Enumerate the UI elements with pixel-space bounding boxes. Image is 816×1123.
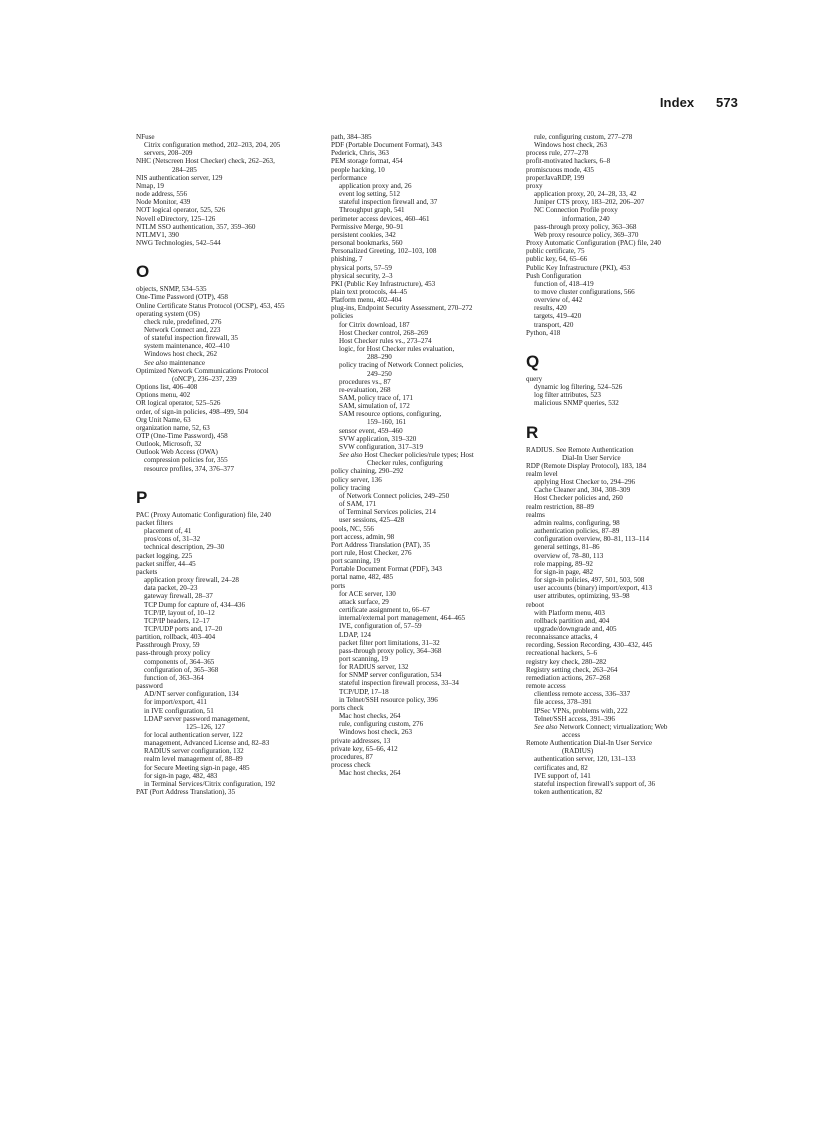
index-entry: performance (331, 173, 367, 182)
index-entry: admin realms, configuring, 98 (534, 518, 620, 527)
index-entry: Personalized Greeting, 102–103, 108 (331, 247, 437, 256)
index-entry: Options list, 406–408 (136, 383, 198, 392)
index-entry: OTP (One-Time Password), 458 (136, 432, 228, 440)
index-entry: partition, rollback, 403–404 (136, 633, 216, 642)
section-letter: R (526, 422, 539, 442)
index-entry: to move cluster configurations, 566 (534, 287, 635, 296)
index-column-2 (331, 133, 521, 777)
index-entry: Host Checker rules vs., 273–274 (339, 336, 432, 345)
index-entry: certificates and, 82 (534, 763, 588, 772)
index-entry: Outlook, Microsoft, 32 (136, 440, 202, 449)
index-entry: NTLMV1, 390 (136, 230, 179, 239)
index-entry: Pederick, Chris, 363 (331, 149, 389, 158)
index-entry: IVE, configuration of, 57–59 (339, 622, 422, 631)
index-entry: remediation actions, 267–268 (526, 673, 611, 682)
index-entry: pools, NC, 556 (331, 524, 374, 533)
index-entry: organization name, 52, 63 (136, 423, 210, 432)
index-entry: port scanning, 19 (339, 655, 389, 663)
index-entry: realms (526, 510, 545, 519)
index-entry: for sign-in policies, 497, 501, 503, 508 (534, 576, 645, 585)
index-entry: user accounts (binary) import/export, 413 (534, 584, 652, 593)
index-entry: in Terminal Services/Citrix configuration, 192 (144, 779, 276, 788)
index-entry (136, 359, 326, 367)
index-entry: Push Configuration (526, 271, 582, 280)
index-entry: Remote Authentication Dial-In User Service (526, 739, 653, 748)
see-also-label: See also (339, 451, 363, 460)
index-entry: Registry setting check, 263–264 (526, 665, 618, 674)
section-letter: P (136, 487, 148, 507)
index-entry: compression policies for, 355 (144, 456, 228, 465)
index-entry: Node Monitor, 439 (136, 198, 191, 207)
index-entry: Optimized Network Communications Protocol (136, 366, 269, 375)
index-entry: for sign-in page, 482 (534, 567, 594, 576)
index-column-1 (136, 133, 326, 796)
index-entry: ports check (331, 703, 364, 712)
index-entry: password (136, 682, 163, 691)
index-entry: Options menu, 402 (136, 391, 191, 400)
index-entry: for sign-in page, 482, 483 (144, 771, 218, 780)
index-entry: Novell eDirectory, 125–126 (136, 214, 216, 223)
index-entry: packets (136, 567, 158, 576)
index-entry: port scanning, 19 (331, 557, 381, 566)
index-entry: AD/NT server configuration, 134 (144, 690, 239, 699)
index-entry: dynamic log filtering, 524–526 (534, 383, 623, 392)
index-entry: for local authentication server, 122 (144, 731, 243, 739)
index-entry: 249–250 (367, 369, 392, 378)
index-entry: Proxy Automatic Configuration (PAC) file, 240 (526, 239, 661, 248)
index-entry: LDAP, 124 (339, 630, 371, 639)
index-entry: policy tracing (331, 483, 371, 492)
index-entry: management, Advanced License and, 82–83 (144, 739, 270, 748)
index-entry: packet sniffer, 44–45 (136, 559, 196, 568)
index-entry: packet filter port limitations, 31–32 (339, 638, 440, 647)
index-entry: private key, 65–66, 412 (331, 744, 398, 753)
index-entry: access (562, 731, 581, 739)
see-also-label: See also (534, 722, 558, 731)
index-entry: application proxy and, 26 (339, 181, 412, 190)
index-entry: Mac host checks, 264 (339, 769, 401, 778)
index-entry: operating system (OS) (136, 309, 200, 318)
index-entry: TCP/UDP, 17–18 (339, 687, 389, 696)
index-entry: One-Time Password (OTP), 458 (136, 293, 228, 302)
index-entry: path, 384–385 (331, 133, 372, 141)
index-entry: overview of, 442 (534, 296, 583, 305)
index-entry: persistent cookies, 342 (331, 230, 396, 239)
index-entry: perimeter access devices, 460–461 (331, 214, 430, 223)
index-entry: of Terminal Services policies, 214 (339, 508, 436, 517)
index-entry (331, 451, 521, 459)
index-entry: port rule, Host Checker, 276 (331, 548, 412, 557)
index-entry: physical ports, 57–59 (331, 263, 392, 272)
index-entry: Telnet/SSH access, 391–396 (534, 714, 615, 723)
running-head-title: Index (659, 95, 695, 110)
see-also-label: See also (144, 358, 168, 367)
index-entry: NTLM SSO authentication, 357, 359–360 (136, 222, 256, 231)
index-entry: of stateful inspection firewall, 35 (144, 334, 238, 343)
index-entry: people hacking, 10 (331, 165, 385, 174)
index-entry: RADIUS server configuration, 132 (144, 747, 244, 756)
index-entry: objects, SNMP, 534–535 (136, 285, 207, 294)
index-entry: application proxy firewall, 24–28 (144, 576, 239, 585)
index-entry: for RADIUS server, 132 (339, 663, 409, 672)
index-entry: recreational hackers, 5–6 (526, 649, 598, 658)
index-entry: IVE support of, 141 (534, 771, 591, 780)
index-entry: NC Connection Profile proxy (534, 206, 618, 215)
index-entry: servers, 208–209 (144, 149, 193, 158)
index-entry: Port Address Translation (PAT), 35 (331, 540, 431, 549)
index-entry: file access, 378–391 (534, 698, 592, 707)
index-entry: physical security, 2–3 (331, 271, 393, 280)
index-entry: policy server, 136 (331, 475, 382, 484)
index-entry: authentication policies, 87–89 (534, 527, 620, 536)
index-entry: order, of sign-in policies, 498–499, 504 (136, 407, 249, 416)
index-entry: promiscuous mode, 435 (526, 165, 594, 174)
index-entry (526, 723, 726, 731)
index-entry: pass-through proxy policy, 364–368 (339, 646, 442, 655)
index-entry: transport, 420 (534, 320, 574, 329)
index-entry: with Platform menu, 403 (534, 608, 605, 617)
index-entry: SAM, policy trace of, 171 (339, 394, 414, 402)
see-also-target: Host Checker policies/rule types; Host (362, 451, 474, 460)
index-entry: stateful inspection firewall process, 33–34 (339, 679, 459, 688)
index-entry: targets, 419–420 (534, 312, 582, 321)
index-entry: token authentication, 82 (534, 788, 603, 797)
index-entry: 125–126, 127 (186, 722, 226, 731)
index-entry: SAM, simulation of, 172 (339, 402, 410, 411)
index-entry: configuration overview, 80–81, 113–114 (534, 535, 650, 544)
index-entry: for Citrix download, 187 (339, 320, 410, 329)
section-letter: Q (526, 351, 540, 371)
index-entry: Public Key Infrastructure (PKI), 453 (526, 263, 631, 272)
section-letter: O (136, 262, 150, 282)
index-entry: proxy (526, 181, 543, 190)
index-entry: public certificate, 75 (526, 247, 585, 256)
index-entry: pros/cons of, 31–32 (144, 535, 201, 544)
page-number: 573 (716, 95, 738, 110)
index-entry: Windows host check, 263 (534, 141, 608, 150)
index-entry: resource profiles, 374, 376–377 (144, 464, 235, 473)
index-entry: Passthrough Proxy, 59 (136, 641, 200, 650)
index-entry: NHC (Netscreen Host Checker) check, 262–263, (136, 157, 275, 166)
index-entry: process rule, 277–278 (526, 149, 589, 158)
index-entry: SVW application, 319–320 (339, 434, 417, 443)
index-entry: general settings, 81–86 (534, 543, 600, 552)
index-entry: for Secure Meeting sign-in page, 485 (144, 763, 250, 772)
running-head (660, 95, 738, 110)
index-entry: Checker rules, configuring (367, 459, 443, 468)
index-entry: plug-ins, Endpoint Security Assessment, 270–272 (331, 304, 473, 313)
index-entry: realm level management of, 88–89 (144, 755, 243, 764)
index-entry: 284–285 (172, 165, 197, 174)
index-entry: of SAM, 171 (339, 500, 377, 509)
index-entry: certificate assignment to, 66–67 (339, 606, 430, 615)
index-entry: Throughput graph, 541 (339, 206, 405, 215)
index-entry: policies (331, 312, 354, 321)
index-entry: private addresses, 13 (331, 736, 391, 745)
index-entry: PAC (Proxy Automatic Configuration) file, 240 (136, 510, 271, 519)
index-entry: policy chaining, 290–292 (331, 467, 404, 476)
index-entry: results, 420 (534, 304, 567, 313)
index-entry: query (526, 374, 543, 383)
index-entry: check rule, predefined, 276 (144, 317, 222, 326)
index-entry: attack surface, 29 (339, 597, 389, 606)
index-entry: Permissive Merge, 90–91 (331, 222, 404, 231)
index-entry: Host Checker policies and, 260 (534, 494, 623, 503)
index-entry: Cache Cleaner and, 304, 308–309 (534, 486, 631, 495)
index-entry: applying Host Checker to, 294–296 (534, 478, 636, 487)
index-entry: Online Certificate Status Protocol (OCSP), 453, 455 (136, 301, 285, 310)
index-entry: properJavaRDP, 199 (526, 173, 585, 182)
index-entry: technical description, 29–30 (144, 543, 225, 552)
index-entry: function of, 363–364 (144, 673, 204, 682)
index-entry: malicious SNMP queries, 532 (534, 399, 619, 408)
index-entry: TCP Dump for capture of, 434–436 (144, 600, 246, 609)
index-entry: PAT (Port Address Translation), 35 (136, 788, 236, 797)
index-entry: rule, configuring custom, 276 (339, 720, 424, 729)
index-entry: IPSec VPNs, problems with, 222 (534, 706, 628, 715)
index-entry: Windows host check, 262 (144, 350, 218, 359)
index-entry: pass-through proxy policy, 363–368 (534, 222, 637, 231)
index-entry: NWG Technologies, 542–544 (136, 239, 221, 248)
index-entry: realm level (526, 470, 558, 478)
index-entry: role mapping, 89–92 (534, 559, 593, 568)
index-entry: for import/export, 411 (144, 698, 207, 707)
index-entry: Portable Document Format (PDF), 343 (331, 565, 442, 574)
index-entry: ports (331, 581, 346, 590)
index-entry: Web proxy resource policy, 369–370 (534, 230, 639, 239)
index-entry: event log setting, 512 (339, 190, 401, 199)
index-entry: Org Unit Name, 63 (136, 415, 191, 424)
index-entry: reboot (526, 600, 545, 609)
index-entry: sensor event, 459–460 (339, 426, 403, 435)
index-entry: SVW configuration, 317–319 (339, 442, 423, 451)
index-entry: in IVE configuration, 51 (144, 706, 214, 715)
index-entry: NOT logical operator, 525, 526 (136, 206, 226, 215)
index-entry: user sessions, 425–428 (339, 516, 405, 525)
index-entry: node address, 556 (136, 190, 188, 199)
index-entry: system maintenance, 402–410 (144, 342, 230, 351)
index-entry: user attributes, optimizing, 93–98 (534, 592, 630, 601)
index-entry: Python, 418 (526, 328, 561, 337)
index-entry: personal bookmarks, 560 (331, 239, 403, 248)
index-entry: LDAP server password management, (144, 714, 250, 723)
index-entry: packet filters (136, 518, 173, 527)
index-entry: phishing, 7 (331, 255, 363, 264)
see-also-target: maintenance (167, 358, 206, 367)
index-entry: Host Checker control, 268–269 (339, 328, 429, 337)
index-entry: Outlook Web Access (OWA) (136, 448, 218, 457)
index-entry: of Network Connect policies, 249–250 (339, 491, 450, 500)
index-entry: recording, Session Recording, 430–432, 445 (526, 641, 653, 650)
index-entry: Network Connect and, 223 (144, 325, 221, 334)
index-entry: for ACE server, 130 (339, 589, 396, 598)
index-entry: TCP/IP headers, 12–17 (144, 616, 210, 625)
index-entry: pass-through proxy policy (136, 649, 211, 658)
index-entry: TCP/UDP ports and, 17–20 (144, 624, 223, 633)
index-entry: log filter attributes, 523 (534, 391, 601, 400)
index-entry: reconnaissance attacks, 4 (526, 633, 598, 642)
index-entry: configuration of, 365–368 (144, 665, 219, 674)
index-entry: packet logging, 225 (136, 551, 193, 560)
index-entry: realm restriction, 88–89 (526, 502, 594, 511)
index-entry: rule, configuring custom, 277–278 (534, 133, 633, 141)
index-entry: PKI (Public Key Infrastructure), 453 (331, 279, 436, 288)
index-entry: in Telnet/SSH resource policy, 396 (339, 695, 438, 704)
index-entry: process check (331, 761, 371, 770)
index-entry: upgrade/downgrade and, 405 (534, 624, 617, 633)
index-entry: policy tracing of Network Connect policies, (339, 361, 464, 370)
index-entry: OR logical operator, 525–526 (136, 399, 221, 408)
index-entry: TCP/IP, layout of, 10–12 (144, 608, 215, 617)
index-entry: Juniper CTS proxy, 183–202, 206–207 (534, 198, 645, 207)
index-entry: PDF (Portable Document Format), 343 (331, 141, 442, 150)
index-entry: NFuse (136, 133, 155, 141)
index-entry: gateway firewall, 28–37 (144, 592, 213, 601)
index-entry: Mac host checks, 264 (339, 712, 401, 721)
index-entry: PEM storage format, 454 (331, 157, 403, 166)
index-entry: components of, 364–365 (144, 657, 215, 666)
index-entry: plain text protocols, 44–45 (331, 287, 408, 296)
index-entry: SAM resource options, configuring, (339, 410, 442, 419)
index-entry: clientless remote access, 336–337 (534, 690, 631, 699)
index-entry: for SNMP server configuration, 534 (339, 671, 442, 680)
index-entry: Nmap, 19 (136, 181, 164, 190)
index-entry: Platform menu, 402–404 (331, 296, 402, 305)
index-entry: profit-motivated hackers, 6–8 (526, 157, 611, 166)
index-entry: public key, 64, 65–66 (526, 255, 588, 264)
index-entry: stateful inspection firewall's support of, 36 (534, 779, 656, 788)
index-entry: information, 240 (562, 214, 610, 223)
index-entry: logic, for Host Checker rules evaluation, (339, 345, 455, 354)
index-entry: (RADIUS) (562, 747, 594, 756)
index-entry: stateful inspection firewall and, 37 (339, 198, 438, 207)
index-entry: NIS authentication server, 129 (136, 173, 223, 182)
index-entry: (oNCP), 236–237, 239 (172, 374, 237, 383)
index-entry: RDP (Remote Display Protocol), 183, 184 (526, 461, 647, 470)
index-entry: 288–290 (367, 353, 392, 362)
index-entry: RADIUS. See Remote Authentication (526, 445, 634, 454)
see-also-target: Network Connect; virtualization; Web (557, 722, 668, 731)
index-entry: rollback partition and, 404 (534, 616, 610, 625)
index-entry: overview of, 78–80, 113 (534, 551, 604, 560)
index-entry: 159–160, 161 (367, 418, 407, 427)
index-entry: remote access (526, 682, 566, 691)
index-entry: procedures, 87 (331, 752, 373, 761)
index-entry: portal name, 482, 485 (331, 573, 394, 582)
index-entry: re-evaluation, 268 (339, 385, 391, 394)
index-entry: registry key check, 280–282 (526, 657, 607, 666)
index-entry: procedures vs., 87 (339, 377, 391, 386)
index-entry: internal/external port management, 464–465 (339, 614, 466, 623)
index-entry: Citrix configuration method, 202–203, 204, 205 (144, 141, 281, 150)
index-entry: application proxy, 20, 24–28, 33, 42 (534, 190, 637, 199)
index-entry: function of, 418–419 (534, 279, 594, 288)
index-entry: port access, admin, 98 (331, 532, 395, 541)
index-column-3 (526, 133, 726, 796)
index-entry: Windows host check, 263 (339, 728, 413, 737)
index-entry: authentication server, 120, 131–133 (534, 755, 636, 764)
index-entry: Dial-In User Service (562, 453, 621, 462)
index-entry: placement of, 41 (144, 527, 192, 536)
index-entry: data packet, 20–23 (144, 584, 198, 593)
